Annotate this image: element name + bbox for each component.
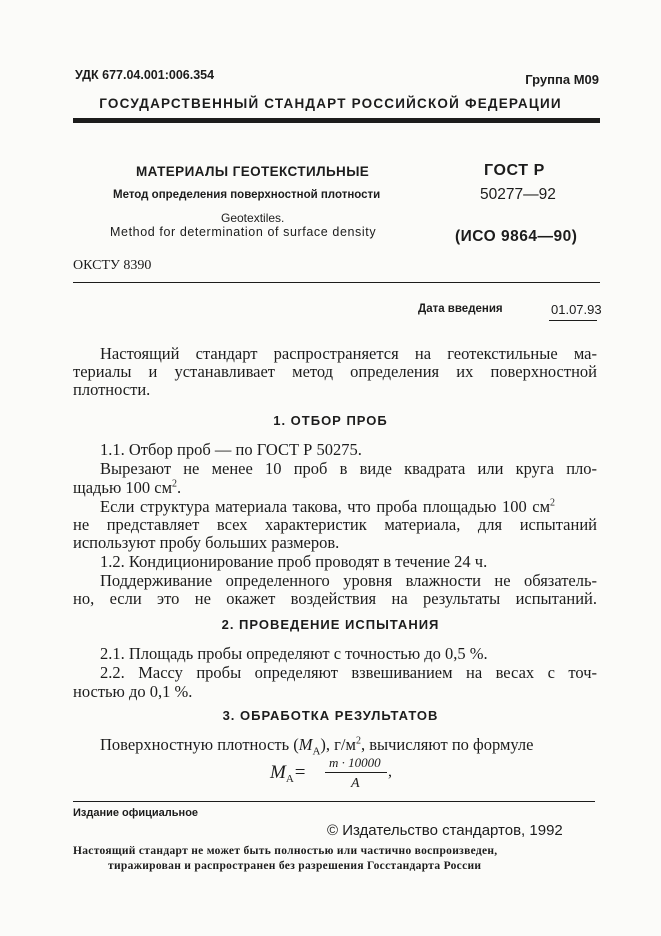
formula-fraction-bar: [325, 772, 387, 773]
section-1-p3-line-3: используют пробу больших размеров.: [73, 533, 340, 552]
group-code: Группа М09: [525, 72, 599, 87]
reproduction-notice-line-2: тиражирован и распространен без разрешения Госстандарта России: [108, 860, 482, 872]
section-1-p5-line-1: Поддерживание определенного уровня влажности не обязатель-: [100, 571, 597, 590]
udk-code: УДК 677.04.001:006.354: [75, 68, 215, 82]
title-en-main: Geotextiles.: [221, 211, 285, 225]
section-3-p1-text-c: , вычисляют по формуле: [360, 735, 534, 754]
footer-rule: [73, 801, 595, 802]
section-1-p5-line-2: но, если это не окажет воздействия на результаты испытаний.: [73, 589, 597, 608]
section-2-p2-line-2: ностью до 0,1 %.: [73, 682, 193, 701]
formula-numerator: m · 10000: [329, 755, 381, 770]
density-symbol-subscript: A: [312, 745, 321, 758]
intro-date-label: Дата введения: [418, 303, 503, 315]
section-1-heading: 1. ОТБОР ПРОБ: [273, 413, 388, 428]
gost-designation: ГОСТ Р: [484, 162, 545, 179]
section-2-p2-line-1: 2.2. Массу пробы определяют взвешиванием на весах с точ-: [100, 663, 597, 682]
formula-denominator: A: [351, 776, 360, 791]
section-2-1: 2.1. Площадь пробы определяют с точностью до 0,5 %.: [100, 644, 488, 663]
section-1-p2-period: .: [177, 478, 182, 497]
density-symbol: M: [298, 735, 313, 754]
section-1-p3-line-2: не представляет всех характеристик материала, для испытаний: [73, 515, 597, 534]
intro-line-3: плотности.: [73, 380, 151, 399]
iso-designation: (ИСО 9864—90): [455, 228, 578, 245]
section-1-p3-line-1-text: Если структура материала такова, что проба площадью 100 см: [100, 497, 551, 516]
formula-equals: =: [294, 762, 306, 783]
section-3-p1-text-a: Поверхностную плотность (: [100, 735, 299, 754]
title-divider: [73, 282, 600, 283]
section-1-2: 1.2. Кондиционирование проб проводят в течение 24 ч.: [100, 552, 488, 571]
section-1-p2-line-2-text: щадью 100 см: [73, 478, 173, 497]
formula-lhs: M: [270, 762, 286, 783]
title-ru-sub: Метод определения поверхностной плотности: [113, 189, 381, 201]
section-3-p1: [100, 735, 534, 758]
gost-number: 50277—92: [480, 186, 556, 203]
section-1-p3-superscript: 2: [550, 497, 556, 509]
section-1-p2-line-2: [73, 478, 181, 498]
formula-comma: ,: [388, 763, 392, 780]
state-standard-title: ГОСУДАРСТВЕННЫЙ СТАНДАРТ РОССИЙСКОЙ ФЕДЕРАЦИИ: [99, 96, 562, 111]
okstu-code: ОКСТУ 8390: [73, 258, 152, 273]
official-edition: Издание официальное: [73, 807, 199, 819]
copyright-notice: © Издательство стандартов, 1992: [327, 822, 563, 839]
unit-superscript: 2: [355, 735, 361, 747]
title-ru-main: МАТЕРИАЛЫ ГЕОТЕКСТИЛЬНЫЕ: [136, 164, 370, 179]
section-1-p2-superscript: 2: [172, 478, 178, 490]
section-1-p2-line-1: Вырезают не менее 10 проб в виде квадрата или круга пло-: [100, 459, 597, 478]
section-3-heading: 3. ОБРАБОТКА РЕЗУЛЬТАТОВ: [222, 708, 439, 723]
header-thick-rule: [73, 118, 600, 123]
section-2-heading: 2. ПРОВЕДЕНИЕ ИСПЫТАНИЯ: [221, 617, 440, 632]
formula-lhs-subscript: A: [285, 773, 294, 785]
intro-line-2: териалы и устанавливает метод определения их поверхностной: [73, 362, 597, 381]
section-1-1: 1.1. Отбор проб — по ГОСТ Р 50275.: [100, 440, 362, 459]
section-1-p3-line-1: [100, 497, 597, 517]
reproduction-notice-line-1: Настоящий стандарт не может быть полностью или частично воспроизведен,: [73, 845, 498, 857]
section-3-p1-text-b: ), г/м: [320, 735, 356, 754]
intro-date-value: 01.07.93: [551, 302, 602, 317]
intro-date-underline: [549, 320, 597, 321]
title-en-sub: Method for determination of surface density: [110, 225, 377, 239]
intro-line-1: Настоящий стандарт распространяется на геотекстильные ма-: [100, 344, 597, 363]
